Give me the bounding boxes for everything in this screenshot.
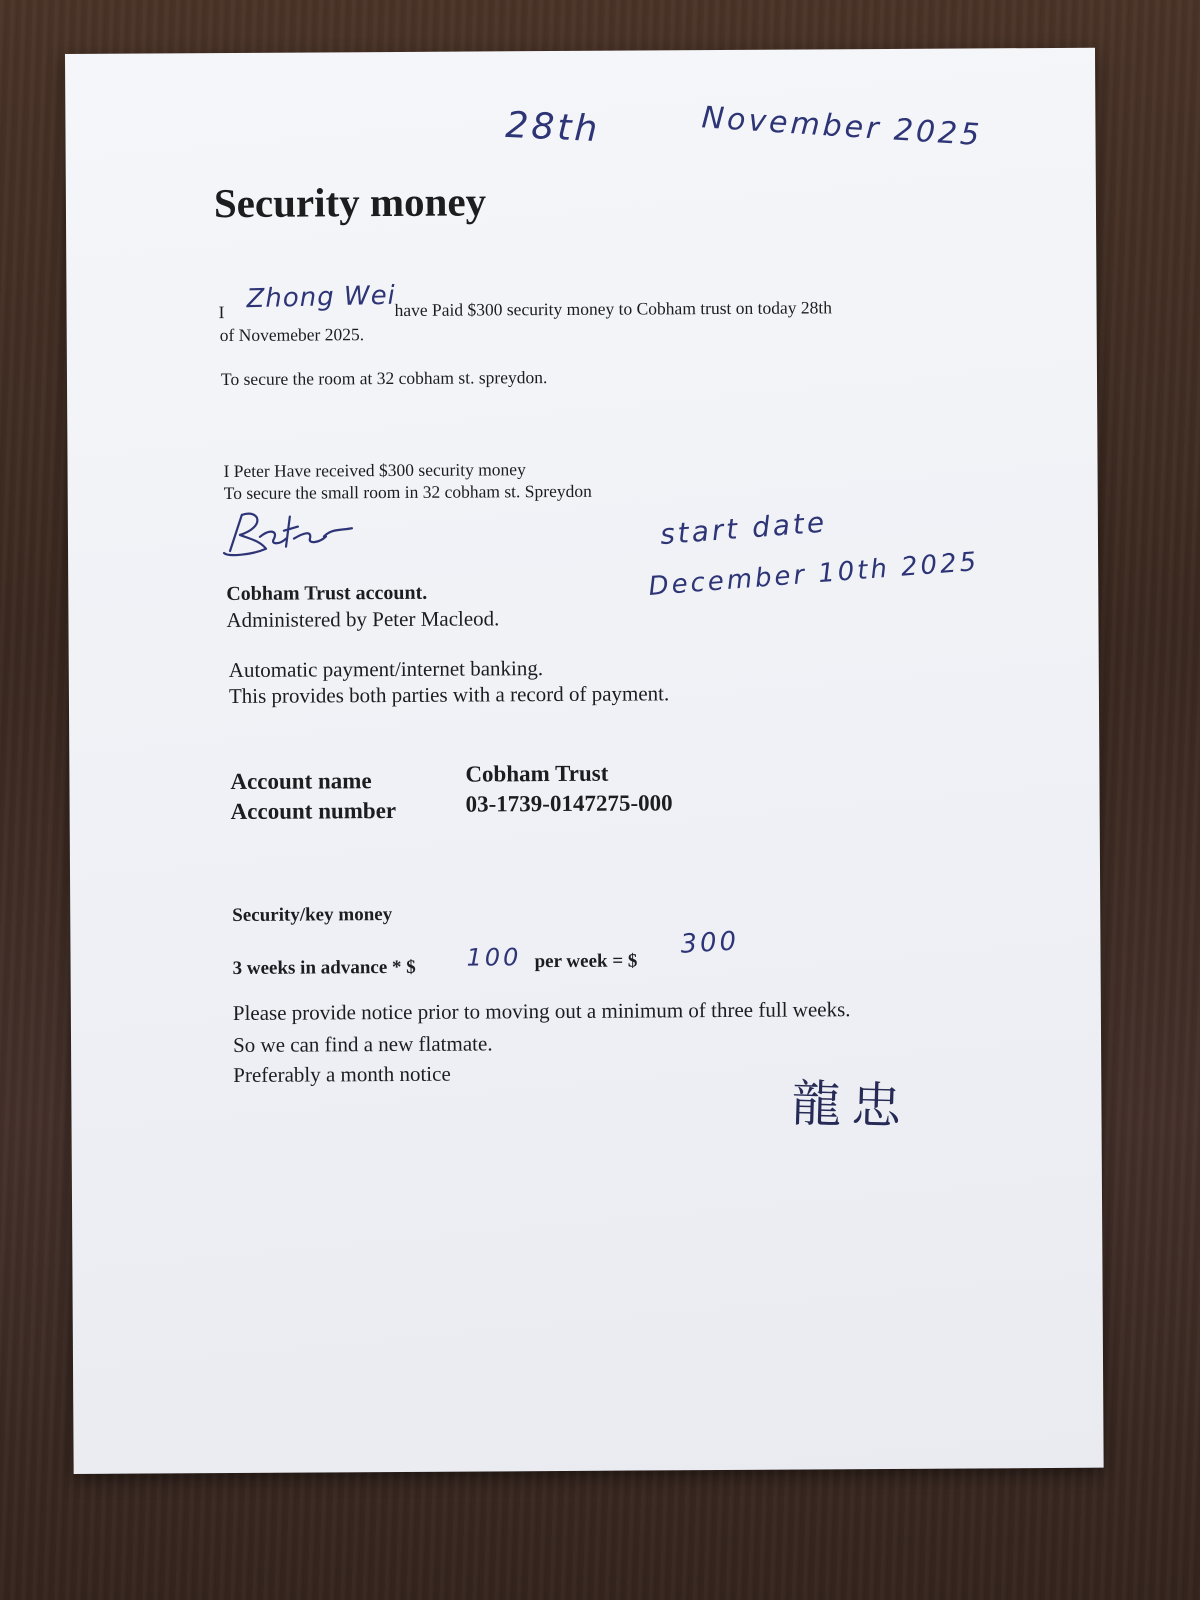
handwritten-date-day: 28th — [504, 104, 602, 151]
handwritten-start-date-label: start date — [658, 505, 829, 552]
receipt-line-1: I Peter Have received $300 security money — [223, 459, 526, 482]
paper-sheet — [65, 48, 1104, 1474]
statement-line-1: have Paid $300 security money to Cobham trust on today 28th — [394, 297, 833, 320]
receipt-line-2: To secure the small room in 32 cobham st. Spreydon — [223, 480, 592, 504]
signature-peter — [220, 508, 360, 559]
account-number-label: Account number — [230, 797, 397, 825]
handwritten-per-week-amount: 100 — [466, 943, 522, 972]
signature-chinese: 龍忠 — [790, 1074, 913, 1136]
account-name-value: Cobham Trust — [465, 760, 609, 787]
handwritten-start-date: December 10th 2025 — [647, 546, 981, 602]
payment-line-2: This provides both parties with a record of payment. — [228, 681, 670, 709]
account-number-value: 03-1739-0147275-000 — [465, 790, 673, 817]
statement-line-2: of Novemeber 2025. — [219, 324, 365, 346]
key-money-per-week-text: per week = $ — [534, 950, 638, 973]
notice-line-1: Please provide notice prior to moving out a minimum of three full weeks. — [232, 997, 851, 1025]
key-money-weeks-text: 3 weeks in advance * $ — [232, 956, 416, 979]
payment-line-1: Automatic payment/internet banking. — [228, 656, 544, 683]
trust-administered: Administered by Peter Macleod. — [226, 606, 500, 633]
secure-room-text: To secure the room at 32 cobham st. spreydon. — [220, 367, 548, 390]
notice-line-2: So we can find a new flatmate. — [232, 1031, 493, 1057]
trust-account-heading: Cobham Trust account. — [226, 581, 428, 606]
page-title: Security money — [213, 178, 487, 227]
key-money-heading: Security/key money — [232, 904, 393, 926]
handwritten-tenant-name: Zhong Wei — [246, 280, 397, 315]
handwritten-date-month-year: November 2025 — [700, 100, 984, 154]
notice-line-3: Preferably a month notice — [233, 1061, 451, 1087]
account-name-label: Account name — [230, 768, 372, 795]
handwritten-total-amount: 300 — [679, 926, 740, 960]
statement-prefix: I — [218, 302, 225, 323]
